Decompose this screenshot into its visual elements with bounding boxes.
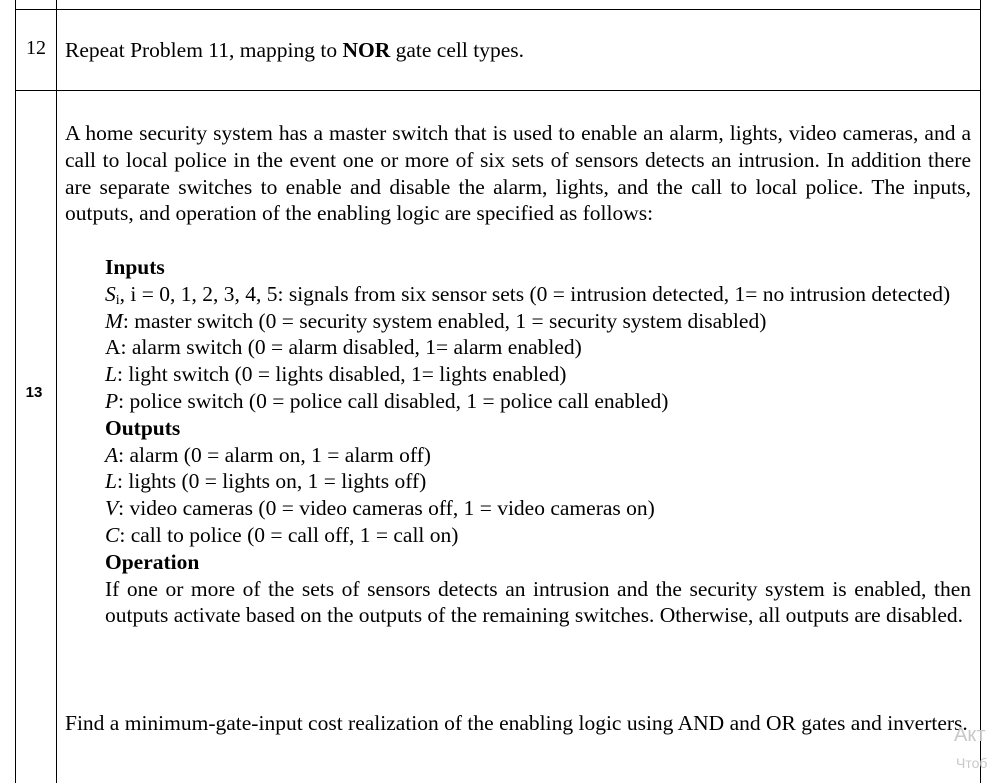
input-item: $S_i$, i = 0, 1, 2, 3, 4, 5: signals from six sensor sets (0 = intrusion detected, 1= no intrusion detected) [105,281,951,308]
watermark-line-1: Акт [954,724,986,746]
operation-text: If one or more of the sets of sensors detects an intrusion and the security system is enabled, then outputs activate based on the outputs of the remaining switches. Otherwise, all outputs are disabled. [105,576,971,628]
watermark-line-2: Чтоб [956,755,988,771]
output-item: A: alarm (0 = alarm on, 1 = alarm off) [105,442,431,467]
problem-number-12: 12 [26,37,46,59]
problem-number-13: 13 [25,384,43,401]
operation-heading: Operation [105,549,200,574]
problem-13-intro: A home security system has a master switch that is used to enable an alarm, lights, video cameras, and a call to local police in the event one or more of six sets of sensors detects an intrusion. In addition there are separate switches to enable and disable the alarm, lights, and the call to local police. The inputs, outputs, and operation of the enabling logic are specified as follows: [65,121,971,226]
outputs-heading: Outputs [105,415,181,440]
problem-13-task: Find a minimum-gate-input cost realization of the enabling logic using AND and OR gates and inverters. [65,711,968,735]
input-item: P: police switch (0 = police call disabled, 1 = police call enabled) [105,388,669,413]
input-item: A: alarm switch (0 = alarm disabled, 1= alarm enabled) [105,335,582,360]
input-item: L: light switch (0 = lights disabled, 1= lights enabled) [105,362,567,387]
inputs-heading: Inputs [105,255,165,279]
output-item: L: lights (0 = lights on, 1 = lights off) [105,469,427,494]
specification-block [105,254,971,629]
row-divider [15,90,981,91]
output-item: V: video cameras (0 = video cameras off, 1 = video cameras on) [105,496,655,521]
column-divider [56,0,57,783]
problem-12-text: Repeat Problem 11, mapping to NOR gate cell types. [65,38,524,62]
table-border-top [15,9,981,10]
input-item: M: master switch (0 = security system enabled, 1 = security system disabled) [105,308,767,333]
table-border-right [980,0,981,783]
output-item: C: call to police (0 = call off, 1 = call on) [105,522,459,547]
